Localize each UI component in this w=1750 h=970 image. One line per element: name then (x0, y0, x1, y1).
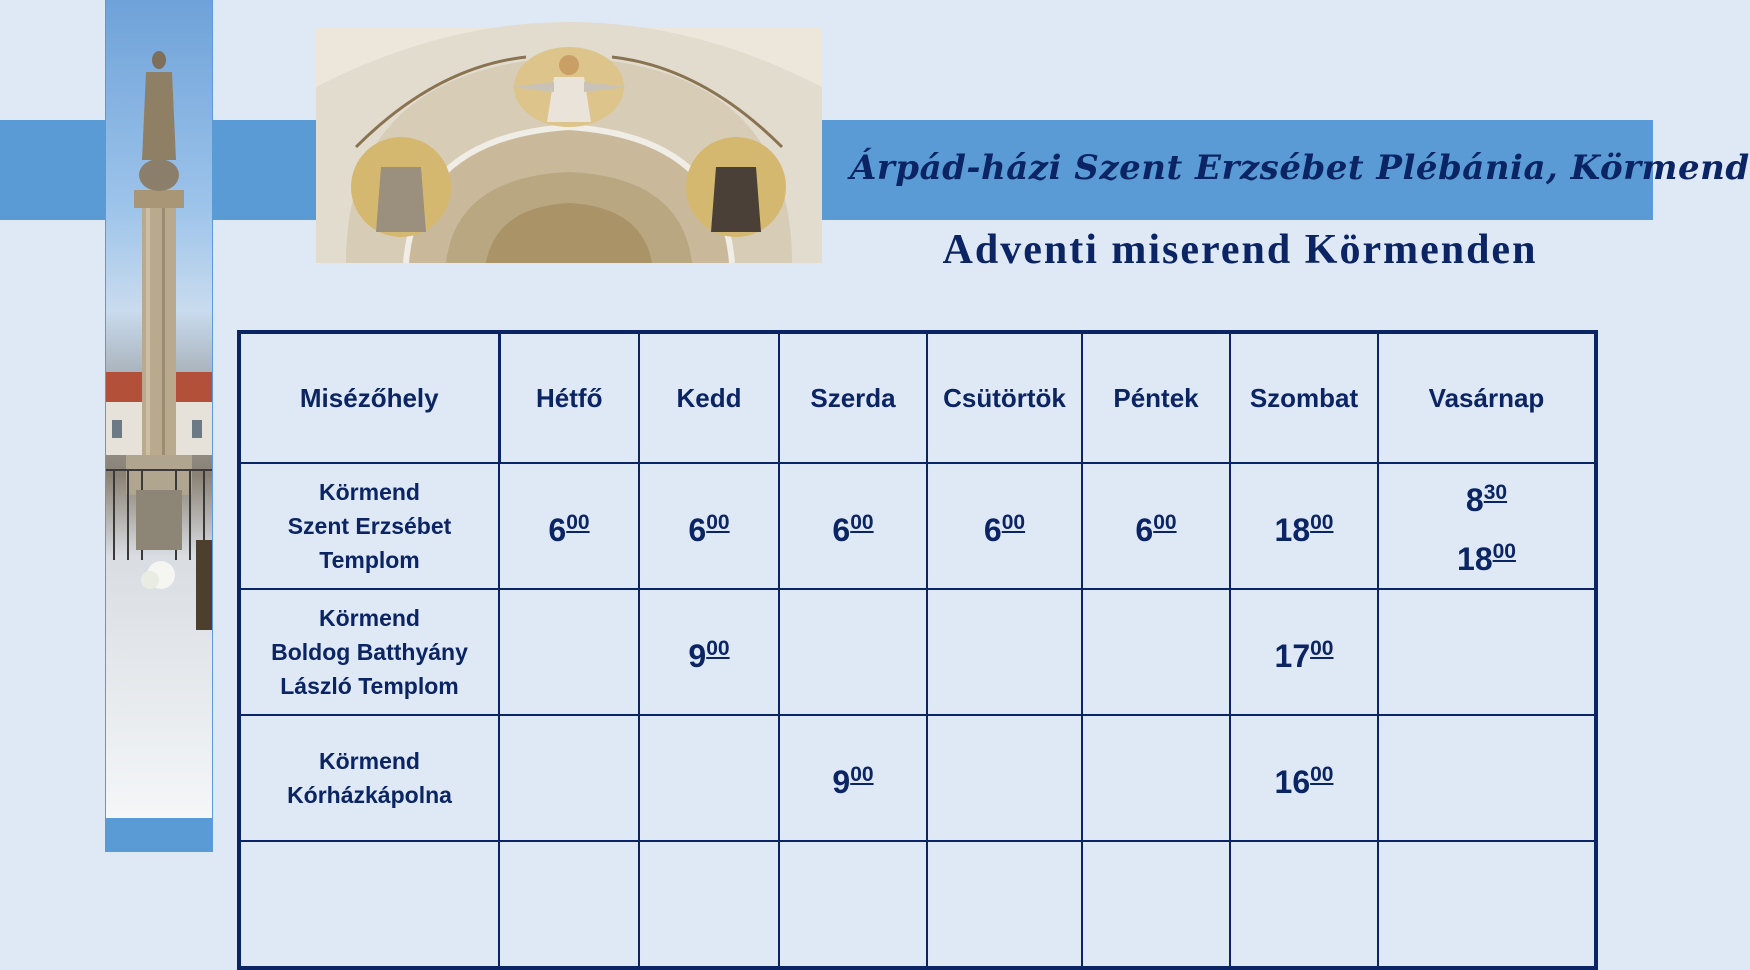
place-cell (239, 589, 499, 715)
column-header-saturday: Szombat (1230, 332, 1378, 463)
mass-time (640, 623, 778, 682)
mass-time-hour: 9 (688, 637, 707, 674)
mass-time (1083, 497, 1229, 556)
time-cell (779, 589, 927, 715)
column-header-wednesday: Szerda (779, 332, 927, 463)
mass-time-hour: 8 (1465, 482, 1484, 518)
mass-time-minute: 00 (566, 510, 590, 534)
mass-time-minute: 00 (706, 636, 730, 660)
time-cell (927, 589, 1082, 715)
mass-time-minute: 00 (1153, 510, 1177, 534)
mass-time-minute: 00 (850, 510, 874, 534)
mass-time (928, 497, 1081, 556)
time-cell (1230, 463, 1378, 589)
mass-time (1379, 467, 1594, 526)
place-line: Körmend (319, 748, 420, 774)
mass-time (1379, 526, 1594, 585)
table-cell (1082, 841, 1230, 968)
mass-time-minute: 30 (1483, 481, 1508, 504)
time-cell (1378, 463, 1596, 589)
place-cell (239, 463, 499, 589)
time-cell (499, 463, 639, 589)
time-cell (499, 715, 639, 841)
time-cell (927, 715, 1082, 841)
table-row (239, 589, 1596, 715)
table-cell (639, 841, 779, 968)
mass-time (780, 749, 926, 808)
mass-time-hour: 17 (1274, 637, 1311, 674)
time-cell (1082, 463, 1230, 589)
column-header-sunday: Vasárnap (1378, 332, 1596, 463)
table-row (239, 715, 1596, 841)
column-header-place: Misézőhely (239, 332, 499, 463)
mass-time-minute: 00 (1310, 636, 1334, 660)
column-header-monday: Hétfő (499, 332, 639, 463)
mass-time-minute: 00 (706, 510, 730, 534)
place-line: Templom (319, 547, 420, 573)
time-cell (1378, 589, 1596, 715)
table-cell (1230, 841, 1378, 968)
table-cell (239, 841, 499, 968)
table-cell (499, 841, 639, 968)
place-line: László Templom (280, 673, 459, 699)
column-header-friday: Péntek (1082, 332, 1230, 463)
mass-time (780, 497, 926, 556)
time-cell (639, 715, 779, 841)
column-header-tuesday: Kedd (639, 332, 779, 463)
mass-time-minute: 00 (1310, 762, 1334, 786)
time-cell (639, 463, 779, 589)
statue-column-photo (106, 0, 212, 818)
time-cell (639, 589, 779, 715)
mass-time-hour: 6 (832, 511, 851, 548)
mass-time (1231, 497, 1377, 556)
column-header-thursday: Csütörtök (927, 332, 1082, 463)
place-cell (239, 715, 499, 841)
schedule-title: Adventi miserend Körmenden (942, 227, 1538, 273)
mass-time-hour: 18 (1457, 541, 1493, 577)
time-cell (499, 589, 639, 715)
time-cell (1082, 589, 1230, 715)
mass-schedule-table (237, 330, 1598, 970)
mass-time-hour: 6 (1135, 511, 1154, 548)
mass-time-minute: 00 (1492, 540, 1516, 563)
church-ceiling-fresco-photo (316, 27, 822, 263)
time-cell (1082, 715, 1230, 841)
mass-time-hour: 6 (548, 511, 567, 548)
time-cell (927, 463, 1082, 589)
table-cell (927, 841, 1082, 968)
mass-time-hour: 6 (983, 511, 1002, 548)
place-line: Boldog Batthyány (271, 639, 468, 665)
mass-time-hour: 18 (1274, 511, 1311, 548)
mass-time-hour: 16 (1274, 763, 1311, 800)
mass-time-minute: 00 (1001, 510, 1026, 534)
header-row (239, 332, 1596, 463)
mass-time-hour: 9 (832, 763, 851, 800)
time-cell (1378, 715, 1596, 841)
place-line: Kórházkápolna (287, 782, 452, 808)
place-line: Szent Erzsébet (287, 513, 452, 539)
time-cell (779, 715, 927, 841)
place-line: Körmend (319, 479, 420, 505)
time-cell (1230, 715, 1378, 841)
parish-name: Árpád-házi Szent Erzsébet Plébánia, Körmend (850, 148, 1750, 188)
mass-time (500, 497, 638, 556)
mass-time (1231, 623, 1377, 682)
mass-time-minute: 00 (850, 762, 874, 786)
table-row-partial (239, 841, 1596, 968)
table-row (239, 463, 1596, 589)
table-cell (779, 841, 927, 968)
time-cell (779, 463, 927, 589)
mass-time (640, 497, 778, 556)
mass-time-minute: 00 (1310, 510, 1334, 534)
place-line: Körmend (319, 605, 420, 631)
time-cell (1230, 589, 1378, 715)
mass-time-hour: 6 (688, 511, 707, 548)
mass-time (1231, 749, 1377, 808)
table-cell (1378, 841, 1596, 968)
